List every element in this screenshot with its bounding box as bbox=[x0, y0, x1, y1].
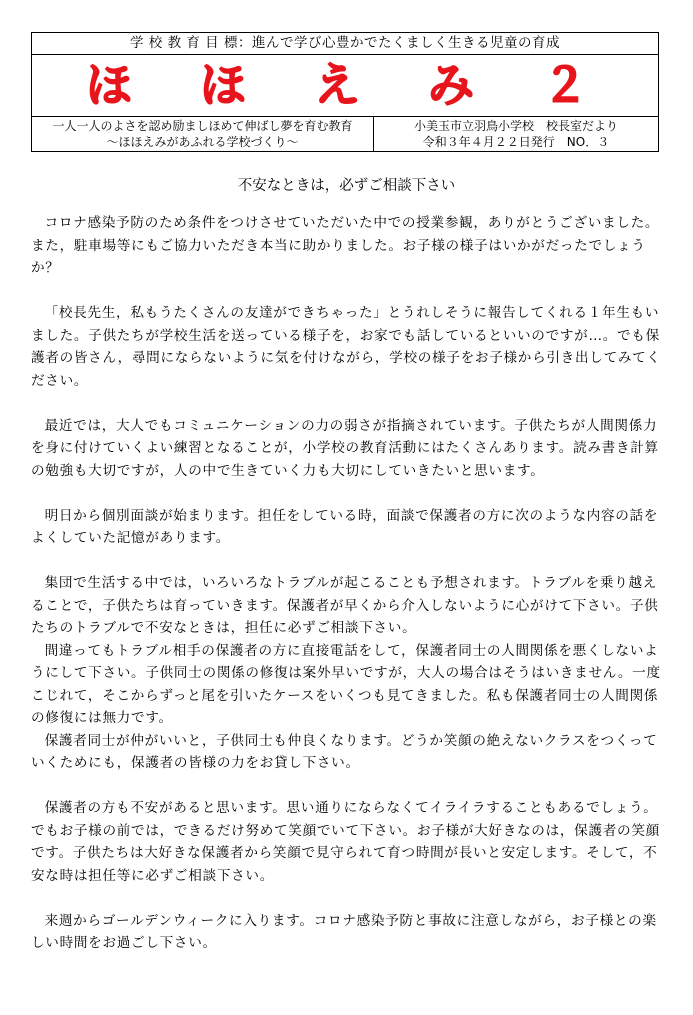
school-name: 小美玉市立羽鳥小学校 校長室だより bbox=[413, 119, 618, 133]
paragraph: 明日から個別面談が始まります。担任をしている時，面談で保護者の方に次のような内容の話をよくしていた記憶があります。 bbox=[31, 507, 659, 546]
school-info bbox=[374, 117, 658, 152]
paragraph: 来週からゴールデンウィークに入ります。コロナ感染予防と事故に注意しながら，お子様との楽しい時間をお過ごし下さい。 bbox=[31, 912, 657, 951]
paragraph: 「校長先生，私もうたくさんの友達ができちゃった」とうれしそうに報告してくれる１年生もいました。子供たちが学校生活を送っている様子を，お家でも話しているといいのですが…。でも保護者の皆さん，尋問にならないように気を付けながら，学校の様子をお子様から引き出してみてください。 bbox=[31, 305, 661, 389]
article-body bbox=[31, 212, 665, 955]
info-row bbox=[32, 117, 658, 151]
paragraph: 間違ってもトラブル相手の保護者の方に直接電話をして，保護者同士の人間関係を悪くしないようにして下さい。子供同士の関係の修復は案外早いですが，大人の場合はそうはいきません。一度こじれて，そこからずっと尾を引いたケースをいくつも見てきました。私も保護者同士の人間関係の修復には無力です。 bbox=[31, 642, 661, 726]
school-goal: 学 校 教 育 目 標：進んで学び心豊かでたくましく生きる児童の育成 bbox=[32, 33, 658, 55]
motto-line-1: 一人一人のよさを認め励ましほめて伸ばし夢を育む教育 bbox=[52, 119, 353, 133]
paragraph: 集団で生活する中では，いろいろなトラブルが起こることも予想されます。トラブルを乗り越えることで，子供たちは育っていきます。保護者が早くから介入しないように心がけて下さい。子供たちのトラブルで不安なときは，担任に必ずご相談下さい。 bbox=[31, 575, 659, 636]
article-headline: 不安なときは，必ずご相談下さい bbox=[237, 178, 456, 194]
paragraph: コロナ感染予防のため条件をつけさせていただいた中での授業参観，ありがとうございました。また，駐車場等にもご協力いただき本当に助かりました。お子様の様子はいかがだったでしょうか？ bbox=[31, 215, 660, 276]
title-row bbox=[32, 55, 658, 117]
paragraph: 保護者同士が仲がいいと，子供同士も仲良くなります。どうか笑顔の絶えないクラスをつくっていくためにも，保護者の皆様の力をお貸し下さい。 bbox=[31, 732, 658, 771]
paragraph: 最近では，大人でもコミュニケーションの力の弱さが指摘されています。子供たちが人間関係力を身に付けていくよい練習となることが，小学校の教育活動にはたくさんあります。読み書き計算の勉強も大切ですが，人の中で生きていく力も大切にしていきたいと思います。 bbox=[31, 417, 659, 479]
education-motto bbox=[32, 117, 374, 151]
paragraph: 保護者の方も不安があると思います。思い通りにならなくてイライラすることもあるでしょう。でもお子様の前では，できるだけ努めて笑顔でいて下さい。お子様が大好きなのは，保護者の笑顔です。子供たちは大好きな保護者から笑顔で見守られて育つ時間が長いと安定します。そして，不安な時は担任等に必ずご相談下さい。 bbox=[31, 800, 660, 884]
newsletter-header bbox=[31, 32, 659, 152]
issue-date: 令和３年４月２２日発行 NO．３ bbox=[422, 135, 610, 149]
motto-line-2: ～ほほえみがあふれる学校づくり～ bbox=[106, 135, 299, 149]
newsletter-title: ほ ほ え み ２ bbox=[85, 58, 615, 112]
